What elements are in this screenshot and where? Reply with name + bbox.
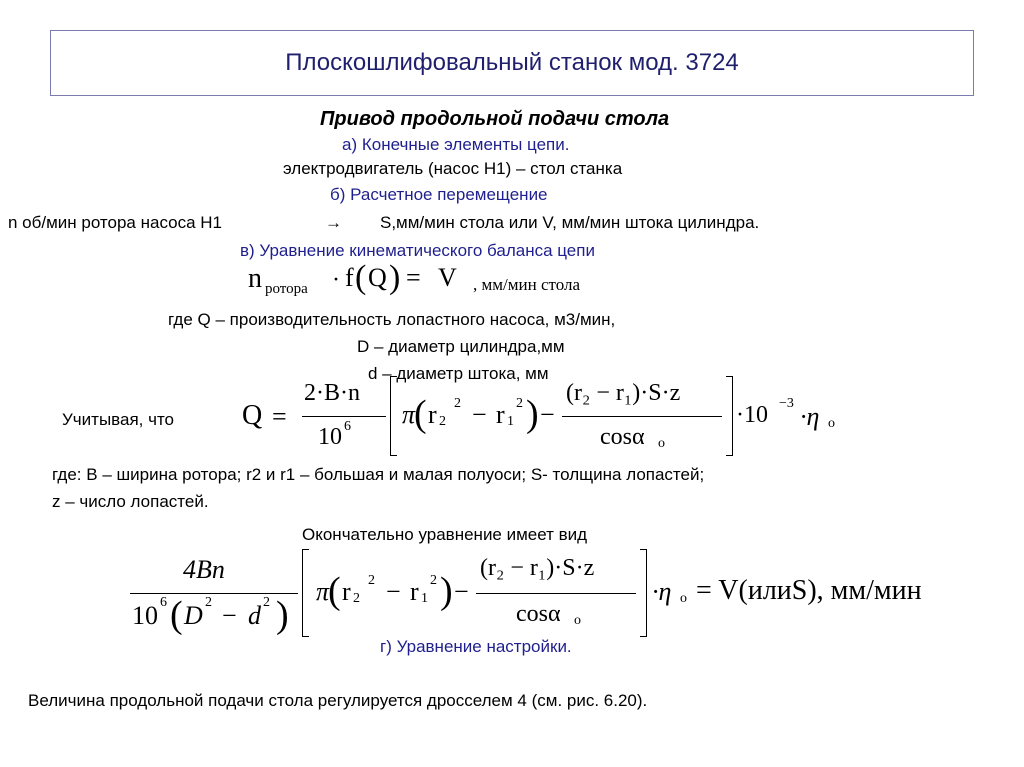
q-eta-sub: о [828, 416, 835, 431]
formula-q [240, 372, 860, 462]
q-num: 2·B·n [304, 380, 360, 406]
f-r2: r [342, 577, 351, 606]
eq-units: , мм/мин стола [473, 275, 580, 294]
final-label: Окончательно уравнение имеет вид [302, 525, 588, 544]
q-den-exp: 6 [344, 419, 351, 434]
f-den-exp: 6 [160, 595, 167, 610]
q-tail: ·10 [736, 402, 768, 428]
legend-line-1: где: B – ширина ротора; r2 и r1 – большая и малая полуоси; S- толщина лопастей; [52, 465, 705, 484]
eq-f: f [345, 263, 354, 292]
f-paren-close-2: ) [440, 570, 453, 612]
q-equals: = [272, 402, 287, 431]
footer-text: Величина продольной подачи стола регулируется дросселем 4 (см. рис. 6.20). [28, 691, 648, 710]
section-heading: Привод продольной подачи стола [320, 108, 670, 130]
arrow-icon: → [325, 213, 342, 232]
f-r1-sub: 1 [421, 591, 428, 606]
where-line-2: D – диаметр цилиндра,мм [357, 337, 565, 356]
f-bracket-left [302, 549, 309, 637]
q-inner-fraction-line [562, 416, 722, 417]
f-r2-sup: 2 [368, 573, 375, 588]
f-minus: − [386, 577, 401, 606]
f-pi: π [316, 577, 330, 606]
q-bracket-right [726, 376, 733, 456]
eq-V: V [438, 263, 457, 292]
f-minus-2: − [454, 577, 469, 606]
f-r1-sup: 2 [430, 573, 437, 588]
f-inner-den-sub: о [574, 613, 581, 628]
f-inner-num: (r₂ − r₁)·S·z [480, 555, 595, 581]
legend-line-2: z – число лопастей. [52, 492, 209, 511]
q-inner-den: cosα [600, 424, 645, 450]
section-g-label: г) Уравнение настройки. [380, 637, 572, 656]
f-den-b: D [184, 601, 203, 630]
f-inner-fraction-line [476, 593, 636, 594]
q-fraction-line [302, 416, 386, 417]
eq-paren-open: ( [355, 259, 367, 296]
f-r2-sub: 2 [353, 591, 360, 606]
section-b-text-right: S,мм/мин стола или V, мм/мин штока цилиндра. [380, 213, 760, 232]
f-den-a: 10 [132, 601, 158, 630]
final-formula [128, 545, 988, 645]
eq-Q: Q [368, 263, 387, 292]
f-rhs: = V(илиS), мм/мин [696, 575, 922, 606]
eq-equals: = [406, 263, 421, 292]
q-r1-sup: 2 [516, 396, 523, 411]
f-den-c-sup: 2 [263, 595, 270, 610]
where-line-3: d – диаметр штока, мм [368, 364, 549, 383]
f-paren-open-2: ( [328, 570, 341, 612]
formula-q-lead: Учитывая, что [62, 410, 175, 429]
q-r1: r [496, 400, 505, 429]
f-den-c: d [248, 601, 261, 630]
f-num: 4Bn [183, 555, 225, 584]
f-paren-open: ( [170, 594, 183, 636]
q-paren-close: ) [526, 393, 539, 435]
section-a-text: электродвигатель (насос Н1) – стол станка [283, 159, 623, 178]
q-r2-sup: 2 [454, 396, 461, 411]
q-eta: ·η [800, 402, 820, 431]
eq-n: n [248, 263, 262, 294]
q-inner-den-sub: о [658, 436, 665, 451]
f-eta-sub: о [680, 591, 687, 606]
slide-title: Плоскошлифовальный станок мод. 3724 [285, 49, 739, 76]
f-r1: r [410, 577, 419, 606]
section-v-label: в) Уравнение кинематического баланса цепи [240, 241, 595, 260]
section-b-text-left: n об/мин ротора насоса Н1 [8, 213, 223, 232]
title-frame [50, 30, 974, 96]
eq-n-sub: ротора [265, 281, 308, 297]
q-minus-2: − [540, 400, 555, 429]
f-fraction-line [130, 593, 298, 594]
q-minus: − [472, 400, 487, 429]
q-inner-num: (r₂ − r₁)·S·z [566, 380, 681, 406]
section-a-label: а) Конечные элементы цепи. [342, 135, 570, 154]
balance-equation [248, 259, 648, 303]
eq-paren-close: ) [389, 259, 401, 296]
q-tail-exp: −3 [779, 396, 794, 411]
q-pi: π [402, 400, 416, 429]
f-inner-den: cosα [516, 601, 561, 627]
eq-dot: · [332, 267, 340, 293]
f-bracket-right [640, 549, 647, 637]
q-paren-open: ( [414, 393, 427, 435]
q-r2-sub: 2 [439, 414, 446, 429]
q-den: 10 [318, 424, 342, 450]
f-den-minus: − [222, 601, 237, 630]
q-bracket-left [390, 376, 397, 456]
where-line-1: где Q – производительность лопастного насоса, м3/мин, [168, 310, 616, 329]
section-b-label: б) Расчетное перемещение [330, 185, 548, 204]
f-den-b-sup: 2 [205, 595, 212, 610]
f-paren-close: ) [276, 594, 289, 636]
f-eta: ·η [652, 577, 672, 606]
q-Q: Q [242, 400, 263, 431]
q-r2: r [428, 400, 437, 429]
q-r1-sub: 1 [507, 414, 514, 429]
